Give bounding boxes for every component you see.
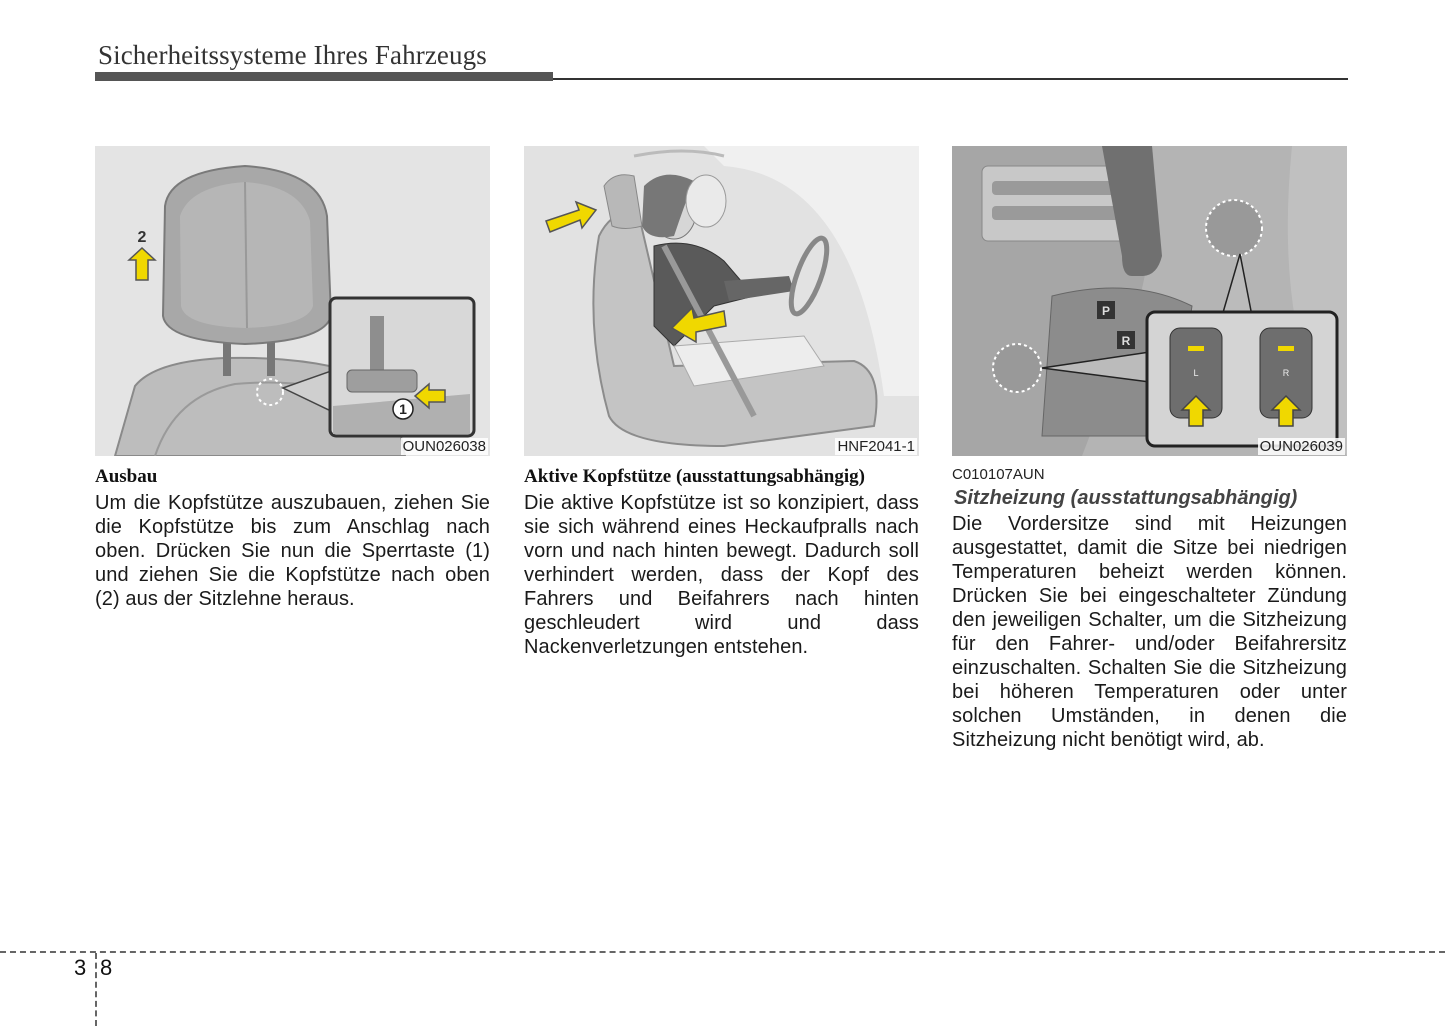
page-section: 3 — [74, 955, 87, 980]
figure-headrest-removal — [95, 146, 490, 456]
section-body: Um die Kopfstütze auszubauen, ziehen Sie die Kopfstütze bis zum Anschlag nach oben. Drücken Sie nun die Sperrtaste (1) und ziehen Sie die Kopfstütze nach oben (2) aus der Sitzlehne heraus. — [95, 492, 490, 610]
svg-text:2: 2 — [137, 229, 147, 246]
figure-code: OUN026039 — [1259, 438, 1343, 455]
column-ausbau — [95, 466, 490, 611]
page-number-value: 8 — [100, 955, 113, 980]
switch-left-label: L — [1193, 368, 1199, 378]
column-active-headrest — [524, 466, 919, 659]
svg-text:1: 1 — [399, 401, 407, 417]
page-header-title: Sicherheitssysteme Ihres Fahrzeugs — [98, 40, 487, 70]
header-rule-thin — [553, 78, 1348, 80]
section-heading: Ausbau — [95, 466, 158, 487]
headrest-illustration — [95, 146, 490, 456]
footer-dashed-divider — [95, 953, 97, 1026]
figure-code: OUN026038 — [402, 438, 486, 455]
footer-dashed-rule — [0, 951, 1445, 953]
figure-seat-heating — [952, 146, 1347, 456]
seat-heating-illustration — [952, 146, 1347, 456]
page-number — [74, 955, 113, 981]
shift-r-label: R — [1121, 334, 1131, 348]
section-body: Die aktive Kopfstütze ist so konzipiert, dass sie sich während eines Heckaufpralls nach vorn und nach hinten bewegt. Dadurch soll verhindert werden, dass der Kopf des Fahrers und Beifahrers nach hinten geschleudert wird und dass Nackenverletzungen entstehen. — [524, 492, 919, 658]
figure-code: HNF2041-1 — [837, 438, 915, 455]
section-heading: Aktive Kopfstütze (ausstattungsabhängig) — [524, 466, 865, 487]
header-rule-thick — [95, 72, 553, 81]
reference-code: C010107AUN — [952, 466, 1045, 483]
figure-active-headrest — [524, 146, 919, 456]
column-seat-heating — [952, 466, 1347, 752]
switch-right-label: R — [1282, 368, 1290, 378]
active-headrest-illustration — [524, 146, 919, 456]
shift-p-label: P — [1101, 304, 1111, 318]
section-heading: Sitzheizung (ausstattungsabhängig) — [954, 487, 1298, 509]
section-body: Die Vordersitze sind mit Heizungen ausgestattet, damit die Sitze bei niedrigen Temperaturen beheizt werden können. Drücken Sie bei eingeschalteter Zündung den jeweiligen Schalter, um die Sitzheizung für den Fahrer- und/oder Beifahrersitz einzuschalten. Schalten Sie die Sitzheizung bei höheren Temperaturen oder unter solchen Umständen, in denen die Sitzheizung nicht benötigt wird, ab. — [952, 513, 1347, 751]
